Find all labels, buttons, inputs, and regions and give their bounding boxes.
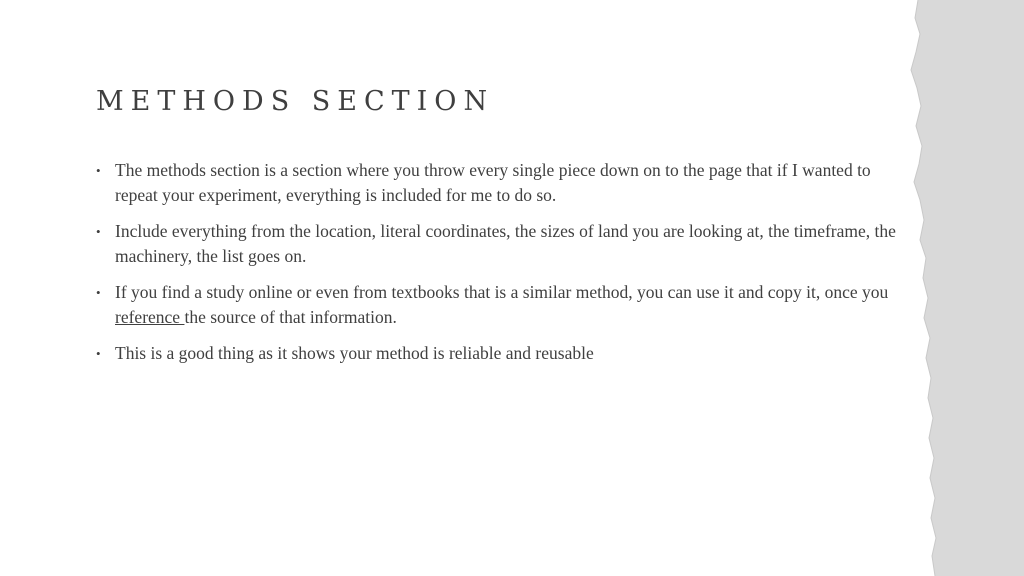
reference-link[interactable]: reference	[115, 307, 185, 327]
bullet-text: The methods section is a section where you throw every single piece down on to the page that if I wanted to repeat your experiment, everything is included for me to do so.	[115, 160, 871, 205]
bullet-marker: •	[96, 285, 101, 300]
bullet-text: Include everything from the location, literal coordinates, the sizes of land you are looking at, the timeframe, the machinery, the list goes on.	[115, 221, 896, 266]
slide-title: METHODS SECTION	[96, 86, 495, 117]
bullet-text: This is a good thing as it shows your method is reliable and reusable	[115, 343, 594, 363]
bullet-list	[96, 158, 906, 377]
bullet-marker: •	[96, 224, 101, 239]
bullet-item	[96, 280, 906, 330]
bullet-item	[96, 341, 906, 366]
bullet-text-after-link: the source of that information.	[184, 307, 397, 327]
bullet-marker: •	[96, 163, 101, 178]
bullet-text-before-link: If you find a study online or even from textbooks that is a similar method, you can use it and copy it, once you	[115, 282, 889, 302]
torn-paper-decoration	[904, 0, 1024, 576]
bullet-item	[96, 219, 906, 269]
bullet-item	[96, 158, 906, 208]
bullet-marker: •	[96, 346, 101, 361]
